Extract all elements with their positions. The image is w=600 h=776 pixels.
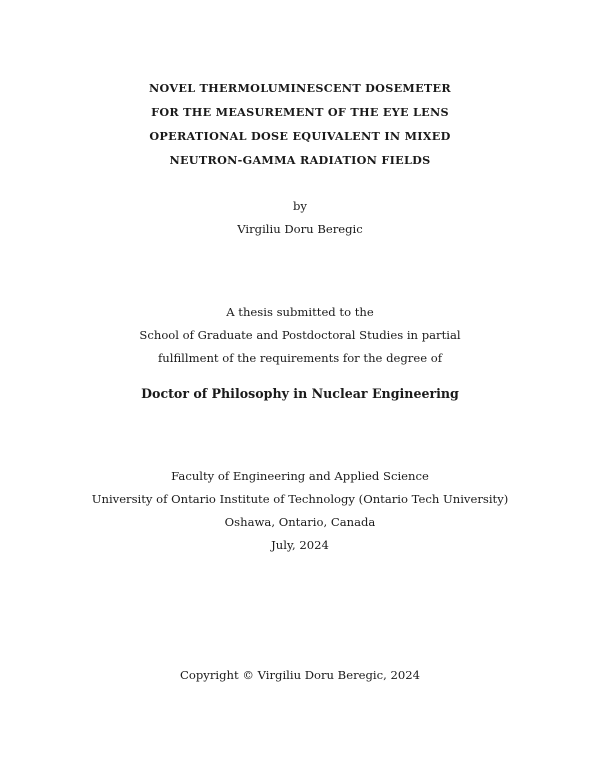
by-label: by bbox=[293, 199, 307, 213]
faculty-name: Faculty of Engineering and Applied Science bbox=[171, 469, 429, 483]
submission-line-1: A thesis submitted to the bbox=[226, 305, 374, 319]
submission-date: July, 2024 bbox=[271, 538, 329, 552]
submission-line-2: School of Graduate and Postdoctoral Studies in partial bbox=[139, 328, 461, 342]
university-name: University of Ontario Institute of Technology (Ontario Tech University) bbox=[91, 492, 509, 506]
location: Oshawa, Ontario, Canada bbox=[224, 515, 376, 529]
thesis-title-line-4: NEUTRON-GAMMA RADIATION FIELDS bbox=[169, 153, 431, 167]
author-name: Virgiliu Doru Beregic bbox=[237, 222, 363, 236]
submission-line-3: fulfillment of the requirements for the degree of bbox=[157, 351, 443, 365]
degree-name: Doctor of Philosophy in Nuclear Engineering bbox=[141, 386, 459, 401]
thesis-title-line-1: NOVEL THERMOLUMINESCENT DOSEMETER bbox=[149, 81, 451, 95]
thesis-title-line-3: OPERATIONAL DOSE EQUIVALENT IN MIXED bbox=[149, 129, 451, 143]
copyright-notice: Copyright © Virgiliu Doru Beregic, 2024 bbox=[180, 668, 420, 682]
thesis-title-line-2: FOR THE MEASUREMENT OF THE EYE LENS bbox=[151, 105, 449, 119]
